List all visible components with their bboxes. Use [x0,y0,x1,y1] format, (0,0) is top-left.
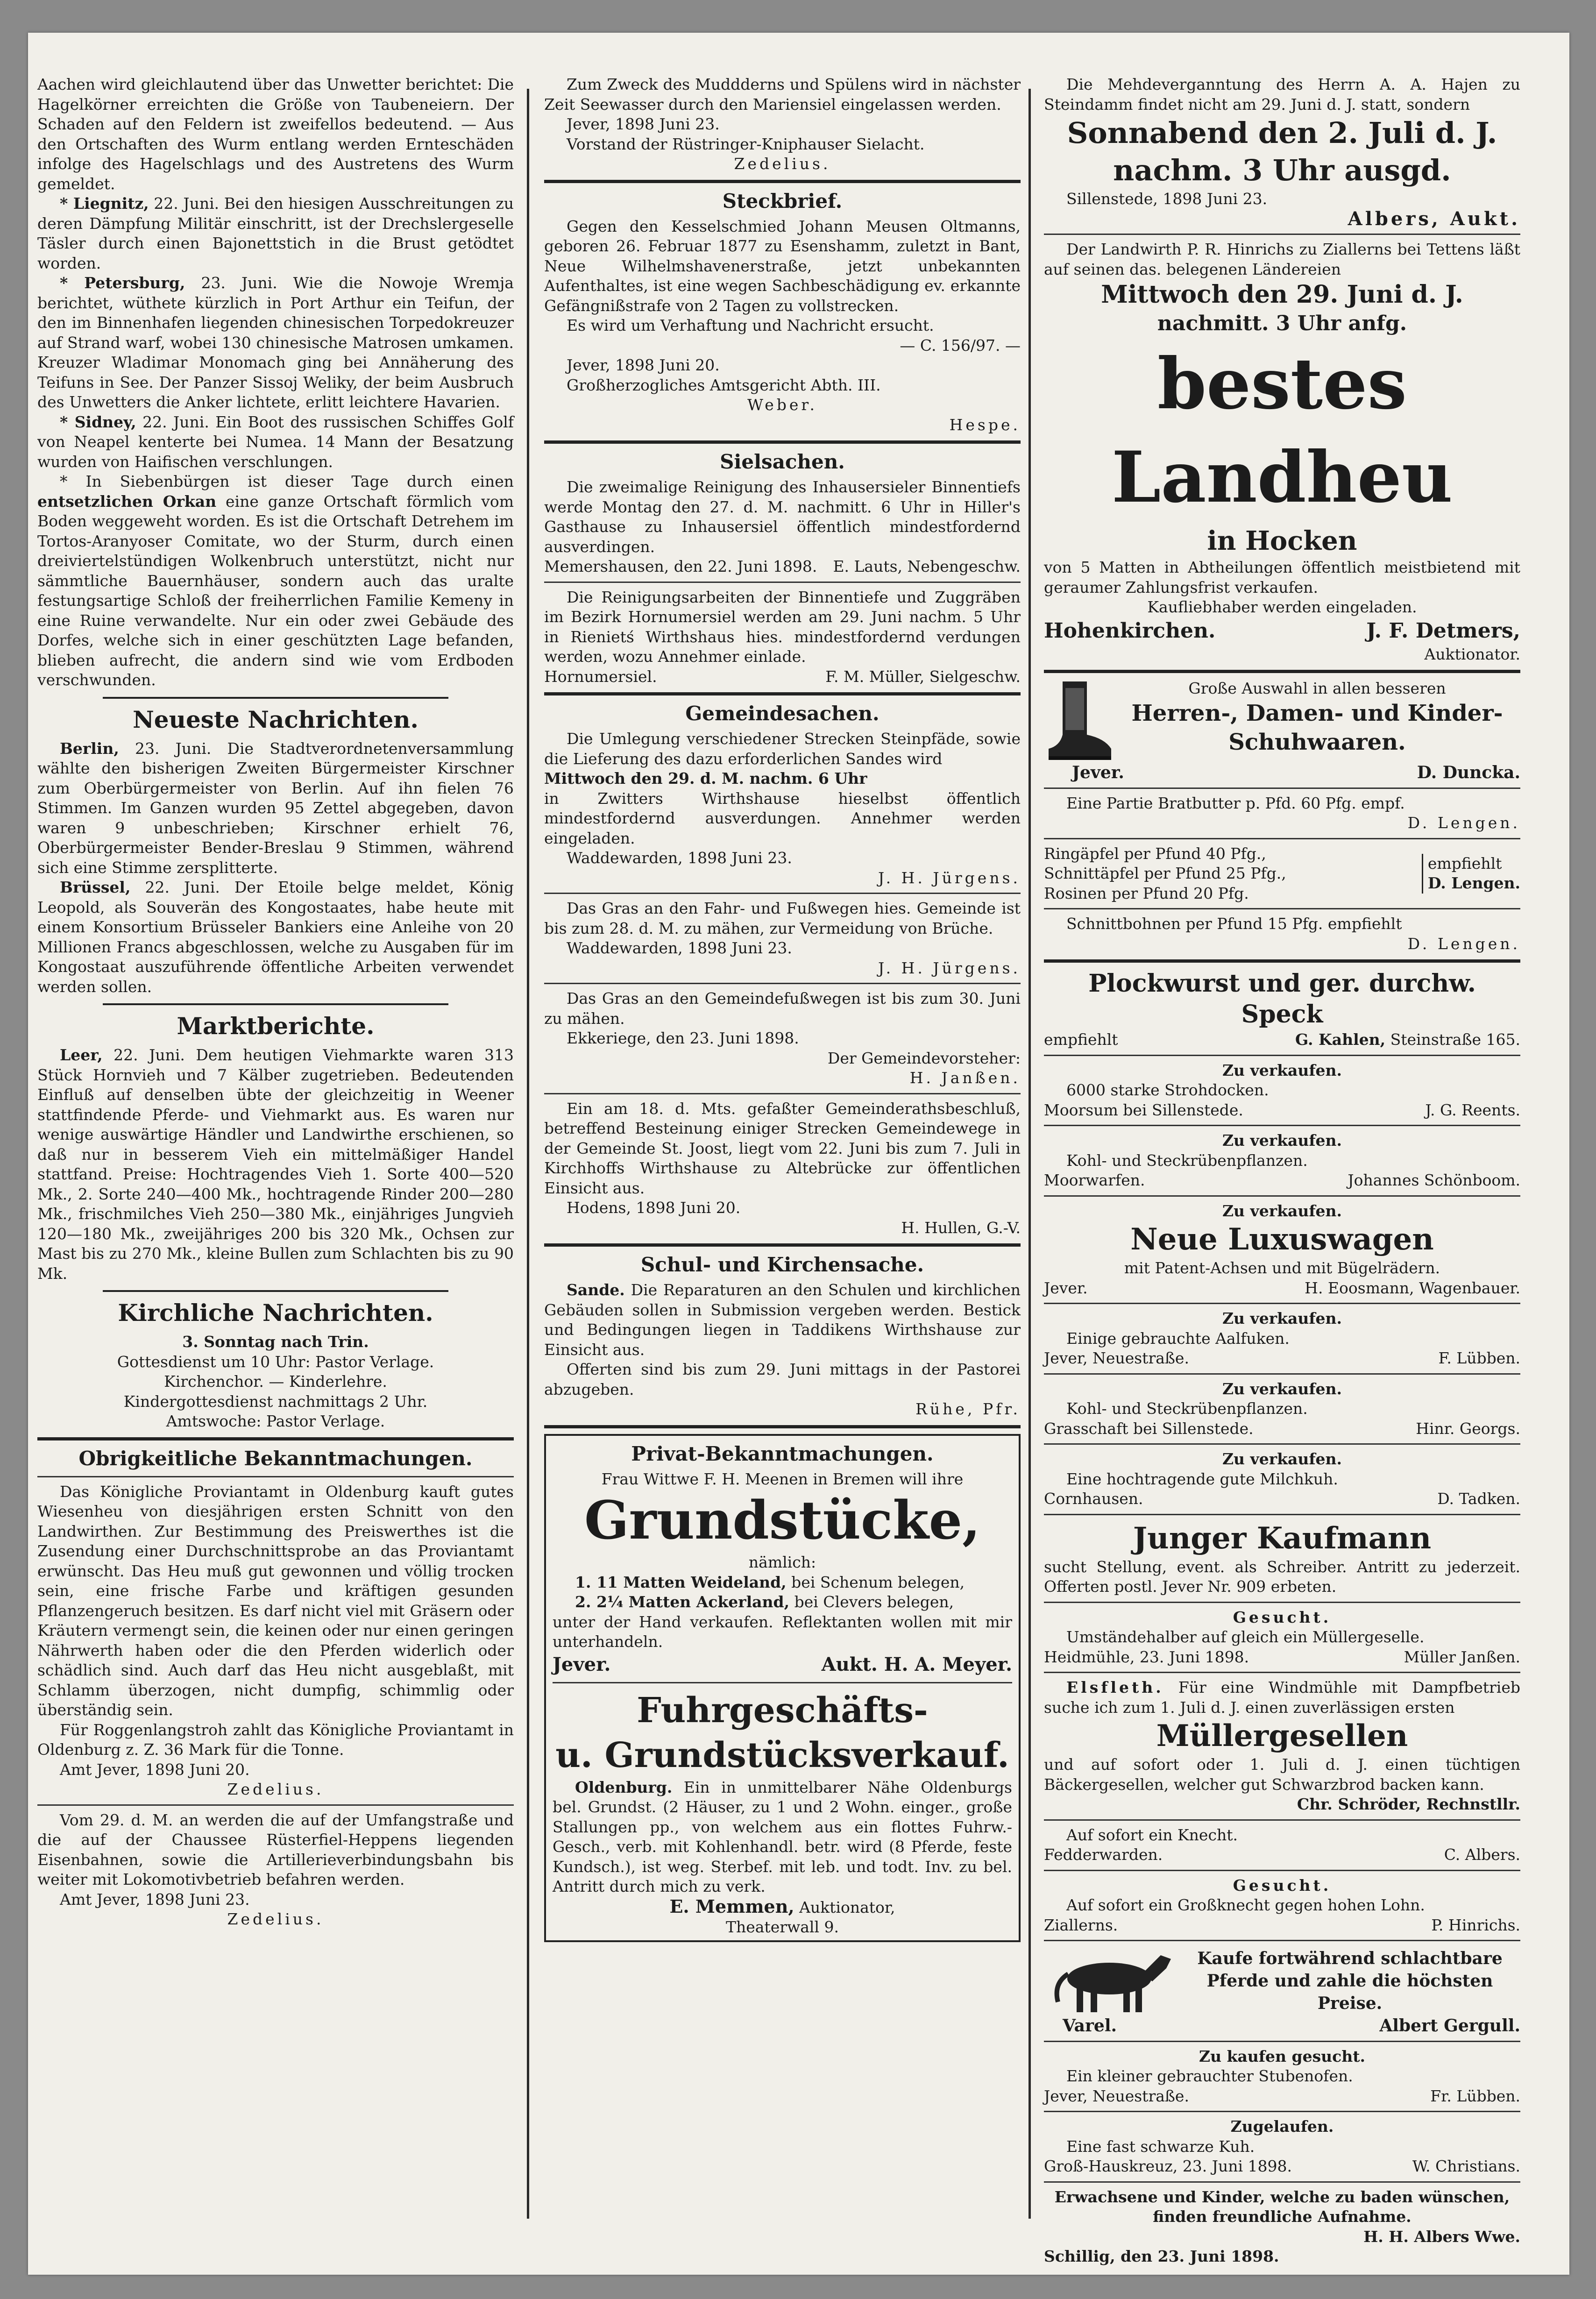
divider [1044,1514,1520,1515]
land-text2: von 5 Matten in Abtheilungen öffentlich meistbietend mit geraumer Zahlungsfrist verkaufen. [1044,558,1520,596]
column-2 [544,75,1021,2247]
bad-sign: H. H. Albers Wwe. [1363,2227,1520,2246]
ring-line: Ringäpfel per Pfund 40 Pfg., [1044,844,1266,863]
zug-text: Eine fast schwarze Kuh. [1066,2137,1255,2156]
ges2-title: Gesucht. [1233,1876,1332,1895]
column-rule-left [527,89,529,2219]
divider [1044,1672,1520,1673]
vk5-title: Zu verkaufen. [1222,1379,1342,1398]
mudd-vorstand: Vorstand der Rüstringer-Kniphauser Sielacht. [567,135,925,153]
land-huge: bestes Landheu [1111,343,1453,518]
land-footer: Hohenkirchen. J. F. Detmers, [1044,618,1520,643]
vk5-text: Kohl- und Steckrübenpflanzen. [1066,1399,1308,1418]
divider [1044,670,1520,673]
divider [1044,908,1520,909]
kauf-big: Junger Kaufmann [1133,1520,1432,1556]
boot-icon [1044,679,1114,763]
separator [103,1003,448,1005]
steck-text2: Es wird um Verhaftung und Nachricht ersucht. [567,316,934,334]
ges2-text: Auf sofort ein Großknecht gegen hohen Lohn. [1066,1896,1425,1914]
gem-bold: Mittwoch den 29. d. M. nachm. 6 Uhr [544,769,867,788]
pferd-ad [1044,1946,1520,2016]
siel-text: Die zweimalige Reinigung des Inhausersieler Binnentiefs werde Montag den 27. d. M. nachmitt. 6 Uhr in Hiller's Gasthause zu Inhausersiel öffentlich mindestfordernd ausverdingen. [544,478,1021,556]
ges2-footer: Ziallerns. P. Hinrichs. [1044,1916,1520,1934]
brat-sign: D. Lengen. [1407,814,1520,832]
gem-heading: Gemeindesachen. [685,702,880,725]
priv-item2: 2. 2¼ Matten Ackerland, bei Clevers belegen, [575,1593,954,1611]
mudd-sign: Zedelius. [734,155,831,173]
divider [1044,1195,1520,1197]
leer-report: Leer, 22. Juni. Dem heutigen Viehmarkte waren 313 Stück Hornvieh und 7 Kälber zugetrieben. Bedeutenden Einfluß auf denselben übte der gleichzeitig in Weener stattfindende Pferde- und Viehmarkt aus. Es waren nur wenige auswärtige Händler und Landwirthe erschienen, so daß nur in besserem Vieh ein mittelmäßiger Handel stattfand. Preise: Hochtragendes Vieh 1. Sorte 400—520 Mk., 2. Sorte 240—400 Mk., hochtragende Rinder 200—280 Mk., frischmilches Vieh 250—380 Mk., einjähriges Jungvieh 120—180 Mk., zweijähriges 200 bis 320 Mk., Ochsen zur Mast bis zu 270 Mk., kleine Bullen zum Schlachten bis zu 90 Mk. [37,1046,514,1283]
priv-item1: 1. 11 Matten Weideland, bei Schenum belegen, [575,1573,965,1591]
sidney-report: * Sidney, 22. Juni. Ein Boot des russischen Schiffes Golf von Neapel kenterte bei Numea. 14 Mann der Besatzung wurden von Haifischen verschlungen. [37,412,514,471]
divider [1044,1819,1520,1821]
obrig-sign: Zedelius. [227,1780,324,1798]
heu-big2: nachm. 3 Uhr ausgd. [1113,153,1451,187]
vk6-title: Zu verkaufen. [1222,1450,1342,1468]
schuh-big2: Schuhwaaren. [1228,729,1406,755]
knecht-footer: Fedderwarden. C. Albers. [1044,1845,1520,1864]
bad-date: Schillig, den 23. Juni 1898. [1044,2247,1279,2265]
siel-heading: Sielsachen. [720,450,845,473]
priv-footer: Jever. Aukt. H. A. Meyer. [553,1653,1012,1675]
kirch-heading: Kirchliche Nachrichten. [118,1299,433,1327]
priv-intro: Frau Wittwe F. H. Meenen in Bremen will ihre [601,1469,964,1488]
vk2-title: Zu verkaufen. [1222,1131,1342,1150]
vk6-text: Eine hochtragende gute Milchkuh. [1066,1469,1338,1488]
divider [1044,788,1520,789]
siel-footer: Memershausen, den 22. Juni 1898. E. Lauts, Nebengeschw. [544,557,1021,575]
ring-sign: D. Lengen. [1427,874,1520,893]
divider [1044,1373,1520,1375]
gem-date: Waddewarden, 1898 Juni 23. [567,849,792,867]
land-sign2: Auktionator. [1424,645,1520,663]
schul-heading: Schul- und Kirchensache. [640,1253,924,1276]
vk1-title: Zu verkaufen. [1222,1061,1342,1079]
els-big: Müllergesellen [1156,1718,1408,1753]
obrig-text2: Für Roggenlangstroh zahlt das Königliche Proviantamt in Oldenburg z. Z. 36 Mark für die Tonne. [37,1720,514,1759]
schuh-footer: Jever. D. Duncka. [1072,763,1520,782]
divider [1044,1940,1520,1941]
kg-text: Ein kleiner gebrauchter Stubenofen. [1066,2067,1353,2085]
separator [103,1290,448,1292]
kirch-line: Amtswoche: Pastor Verlage. [166,1412,385,1430]
divider [544,1243,1021,1247]
steck-heading: Steckbrief. [722,189,843,213]
horse-icon [1044,1946,1179,2016]
divider [544,582,1021,583]
mudd-date: Jever, 1898 Juni 23. [567,115,720,133]
kg-title: Zu kaufen gesucht. [1199,2047,1365,2065]
wurst-footer: empfiehlt G. Kahlen, Steinstraße 165. [1044,1030,1520,1049]
wurst-big: Plockwurst und ger. durchw. Speck [1088,969,1476,1029]
steck-date: Jever, 1898 Juni 20. [567,356,720,374]
priv-naemlich: nämlich: [748,1553,816,1571]
fuhr-sign: E. Memmen, Auktionator, [669,1895,895,1917]
umfang-date: Amt Jever, 1898 Juni 23. [60,1890,250,1909]
divider [544,692,1021,695]
obrig-heading: Obrigkeitliche Bekanntmachungen. [78,1447,473,1470]
divider [1044,1303,1520,1304]
ges1-text: Umständehalber auf gleich ein Müllergeselle. [1066,1628,1425,1646]
umfang-sign: Zedelius. [227,1910,324,1928]
land-text3: Kaufliebhaber werden eingeladen. [1147,598,1417,616]
petersburg-report: * Petersburg, 23. Juni. Wie die Nowoje Wremja berichtet, wüthete kürzlich in Port Arthur ein Teifun, der den im Binnenhafen liegenden chinesischen Torpedokreuzer auf Strand warf, wobei 130 chinesische Matrosen umkamen. Kreuzer Wladimar Monomach ging bei Annäherung des Teifuns in See. Der Panzer Sissoj Weliky, der beim Ausbruch des Unwetters die Anker lichtete, erlitt leichtere Havarien. [37,274,514,411]
schul-text: Sande. Die Reparaturen an den Schulen und kirchlichen Gebäuden sollen in Submission vergeben werden. Bestick und Bedingungen liegen in Taddikens Wirthshause zur Einsicht aus. [544,1281,1021,1359]
priv-text: unter der Hand verkaufen. Reflektanten wollen mit mir unterhandeln. [553,1612,1012,1651]
vk4-text: Einige gebrauchte Aalfuken. [1066,1329,1290,1348]
priv-ad [544,1434,1021,1942]
schul-sign: Rühe, Pfr. [915,1400,1021,1418]
schuh-big1: Herren-, Damen- und Kinder- [1131,700,1503,726]
ring-line: Rosinen per Pfund 20 Pfg. [1044,884,1249,902]
gem-sign: J. H. Jürgens. [878,868,1021,887]
gras-date: Waddewarden, 1898 Juni 23. [567,939,792,957]
divider [544,1425,1021,1428]
obrig-text: Das Königliche Proviantamt in Oldenburg kauft gutes Wiesenheu von diesjährigen ersten Schnitt von den Landwirthen. Zur Bestimmung des Preiswerthes ist die Zusendung einer Durchschnittsprobe an das Proviantamt erwünscht. Das Heu muß gut gewonnen und völlig trocken sein, eine frische Farbe und kräftigen gesunden Pflanzengeruch besitzen. Es darf nicht viel mit Gräsern oder Kräutern vermengt sein, die keinen oder nur einen geringen Nährwerth haben oder die den Pferden widerlich oder schädlich sind. Auch darf das Heu nicht ausgeblaßt, mit Schlamm überzogen, nicht dumpfig, schimmlig oder überständig sein. [37,1482,514,1719]
divider [37,1437,514,1440]
divider [1044,1602,1520,1603]
vk4-footer: Jever, Neuestraße. F. Lübben. [1044,1349,1520,1367]
ring-empf: empfiehlt [1427,854,1502,873]
siel-footer2: Hornumersiel. F. M. Müller, Sielgeschw. [544,667,1021,686]
divider [1044,2111,1520,2112]
gras2-text: Das Gras an den Gemeindefußwegen ist bis zum 30. Juni zu mähen. [544,989,1021,1028]
steck-court: Großherzogliches Amtsgericht Abth. III. [567,376,881,394]
divider [544,1093,1021,1094]
pferd-text: Kaufe fortwährend schlachtbare Pferde und zahle die höchsten Preise. [1197,1949,1503,2013]
mudd-text: Zum Zweck des Muddderns und Spülens wird in nächster Zeit Seewasser durch den Mariensiel eingelassen werden. [544,75,1021,114]
vk2-text: Kohl- und Steckrübenpflanzen. [1066,1151,1308,1170]
neueste-heading: Neueste Nachrichten. [133,705,419,733]
column-1 [37,75,514,2247]
zug-title: Zugelaufen. [1230,2117,1334,2136]
liegnitz-report: * Liegnitz, 22. Juni. Bei den hiesigen Ausschreitungen zu deren Dämpfung Militär einschritt, ist der Drechslergeselle Täsler durch einen Bajonettstich in die Brust getödtet worden. [37,194,514,272]
vk3-text: mit Patent-Achsen und mit Bügelrädern. [1124,1259,1440,1277]
divider [544,983,1021,984]
divider [544,180,1021,183]
priv-heading: Privat-Bekanntmachungen. [631,1442,934,1465]
divider [544,440,1021,444]
divider [1044,2041,1520,2042]
els-text2: und auf sofort oder 1. Juli d. J. einen tüchtigen Bäckergesellen, welcher gut Schwarzbrod backen kann. [1044,1755,1520,1794]
heu-date: Sillenstede, 1898 Juni 23. [1066,190,1268,208]
ges1-title: Gesucht. [1233,1608,1332,1626]
ring-line: Schnittäpfel per Pfund 25 Pfg., [1044,864,1286,882]
fuhr-title1: Fuhrgeschäfts- [637,1690,928,1731]
bad-text: Erwachsene und Kinder, welche zu baden wünschen, finden freundliche Aufnahme. [1054,2187,1510,2226]
vk3-big: Neue Luxuswagen [1130,1222,1434,1257]
ges1-footer: Heidmühle, 23. Juni 1898. Müller Janßen. [1044,1647,1520,1666]
vk3-footer: Jever. H. Eoosmann, Wagenbauer. [1044,1278,1520,1297]
umfang-text: Vom 29. d. M. an werden die auf der Umfangstraße und die auf der Chaussee Rüsterfiel-Heppens liegenden Eisenbahnen, sowie die Artillerieverbindungsbahn bis weiter mit Lokomotivbetrieb befahren werden. [37,1810,514,1888]
markt-heading: Marktberichte. [177,1012,375,1040]
gras2-date: Ekkeriege, den 23. Juni 1898. [567,1029,799,1047]
divider [544,893,1021,894]
fuhr-title2: u. Grundstücksverkauf. [555,1735,1009,1775]
divider [1044,1870,1520,1871]
schul-text2: Offerten sind bis zum 29. Juni mittags in der Pastorei abzugeben. [544,1360,1021,1398]
divider [1044,2181,1520,2183]
heu-sign: Albers, Aukt. [1348,207,1520,230]
land-big2: nachmitt. 3 Uhr anfg. [1157,312,1407,335]
fuhr-text: Oldenburg. Ein in unmittelbarer Nähe Oldenburgs bel. Grundst. (2 Häuser, zu 1 und 2 Wohn. einger., große Stallungen pp., von welchem aus ein flottes Fuhrw.-Gesch., verb. mit Kohlenhandl. betr. wird (8 Pferde, feste Kundsch.), ist weg. Sterbef. mit leb. und todt. Inv. zu bel. Antritt durch mich zu verk. [553,1778,1012,1895]
land-big1: Mittwoch den 29. Juni d. J. [1101,280,1463,309]
beschl-date: Hodens, 1898 Juni 20. [567,1199,741,1217]
heu-big1: Sonnabend den 2. Juli d. J. [1067,116,1497,150]
steck-ref: — C. 156/97. — [900,336,1021,355]
vk5-footer: Grasschaft bei Sillenstede. Hinr. Georgs. [1044,1419,1520,1438]
steck-weber: Weber. [747,396,818,414]
gem-text-b: in Zwitters Wirthshause hieselbst öffentlich mindestfordernd ausverdungen. Annehmer werden eingeladen. [544,789,1021,847]
column-rule-right [1029,89,1031,2219]
divider [553,1682,1012,1683]
berlin-report: Berlin, 23. Juni. Die Stadtverordnetenversammlung wählte den bisherigen Zweiten Bürgermeister Kirschner zum Oberbürgermeister von Berlin. Auf ihn fielen 76 Stimmen. Im Ganzen wurden 95 Zettel abgegeben, davon waren 9 unbeschrieben; Kirschner erhielt 76, Oberbürgermeister Bender-Breslau 9 Stimmen, während sich eine Stimme zersplitterte. [37,739,514,877]
kg-footer: Jever, Neuestraße. Fr. Lübben. [1044,2086,1520,2105]
beschl-text: Ein am 18. d. Mts. gefaßter Gemeinderathsbeschluß, betreffend Besteinung einiger Strecken Gemeindewege in der Gemeinde St. Joost, liegt vom 22. Juni bis zum 7. Juli in Kirchhoffs Wirthshause zu Altebrücke zur öffentlichen Einsicht aus. [544,1099,1021,1197]
vk3-title: Zu verkaufen. [1222,1201,1342,1220]
schuh-ad [1044,679,1520,763]
gras2-sign: H. Janßen. [909,1069,1021,1087]
siebenbuergen-report: * In Siebenbürgen ist dieser Tage durch einen entsetzlichen Orkan eine ganze Ortschaft förmlich vom Boden weggeweht worden. Es ist die Ortschaft Detrehem im Tortos-Aranyoser Comitate, wo der Sturm, durch einen dreiviertelstündigen Wolkenbruch unterstützt, nicht nur sämmtliche Bauernhäuser, sondern auch das uralte festungsartige Schloß der freiherrlichen Familie Kemeny in eine Ruine verwandelte. Nur ein oder zwei Gebäude des Dorfes, welche sich in einer geschützten Lage befanden, blieben aufrecht, die andern sind wie vom Erdboden verschwunden. [37,472,514,689]
beschl-sign: H. Hullen, G.-V. [901,1218,1021,1237]
siel-text2: Die Reinigungsarbeiten der Binnentiefe und Zuggräben im Bezirk Hornumersiel werden am 29. Juni nachm. 5 Uhr in Rienietś Wirthshaus hies. mindestfordernd verdungen werden, wozu Annehmer einlade. [544,588,1021,666]
divider [1044,959,1520,963]
divider [37,1476,514,1477]
kirch-sub: 3. Sonntag nach Trin. [182,1333,369,1351]
priv-big: Grundstücke, [584,1490,981,1551]
gras-text: Das Gras an den Fahr- und Fußwegen hies. Gemeinde ist bis zum 28. d. M. zu mähen, zur Vermeidung von Brüche. [544,899,1021,937]
kirch-line: Kindergottesdienst nachmittags 2 Uhr. [123,1392,428,1411]
land-text: Der Landwirth P. R. Hinrichs zu Ziallerns bei Tettens läßt auf seinen das. belegenen Ländereien [1044,240,1520,278]
gras-sign: J. H. Jürgens. [878,958,1021,977]
vk1-footer: Moorsum bei Sillenstede. J. G. Reents. [1044,1100,1520,1119]
land-hocken: in Hocken [1207,525,1357,556]
schuh-line1: Große Auswahl in allen besseren [1188,679,1446,697]
divider [37,1804,514,1806]
pferd-footer: Varel. Albert Gergull. [1063,2016,1520,2036]
divider [1044,1055,1520,1056]
bohn-text: Schnittbohnen per Pfund 15 Pfg. empfiehlt [1066,915,1402,933]
ring-ad [1044,844,1520,904]
aachen-report: Aachen wird gleichlautend über das Unwetter berichtet: Die Hagelkörner erreichten die Größe von Taubeneiern. Der Schaden auf den Feldern ist zweifellos bedeutend. — Aus den Ortschaften des Wurm entlang werden Ernteschäden infolge des Hagelschlags und des Austretens des Wurm gemeldet. [37,75,514,193]
bohn-sign: D. Lengen. [1407,934,1520,953]
vk6-footer: Cornhausen. D. Tadken. [1044,1490,1520,1508]
kirch-line: Gottesdienst um 10 Uhr: Pastor Verlage. [117,1352,434,1371]
zug-footer: Groß-Hauskreuz, 23. Juni 1898. W. Christians. [1044,2157,1520,2175]
kauf-text: sucht Stellung, event. als Schreiber. Antritt zu jederzeit. Offerten postl. Jever Nr. 909 erbeten. [1044,1557,1520,1596]
fuhr-addr: Theaterwall 9. [725,1918,839,1936]
bruessel-report: Brüssel, 22. Juni. Der Etoile belge meldet, König Leopold, als Souverän des Kongostaates, habe heute mit einem Konsortium Brüsseler Bankiers eine Anleihe von 20 Millionen Francs abgeschlossen, welche zu Ausgaben für im Kongostaat auszuführende öffentliche Arbeiten verwendet werden sollen. [37,878,514,996]
newspaper-page [28,33,1569,2275]
brat-text: Eine Partie Bratbutter p. Pfd. 60 Pfg. empf. [1066,794,1405,812]
vk4-title: Zu verkaufen. [1222,1309,1342,1327]
steck-hespe: Hespe. [949,415,1021,434]
separator [103,697,448,699]
gras2-vorsteher: Der Gemeindevorsteher: [827,1049,1021,1067]
els-text: Elsfleth. Für eine Windmühle mit Dampfbetrieb suche ich zum 1. Juli d. J. einen zuverlässigen ersten [1044,1678,1520,1717]
knecht-text: Auf sofort ein Knecht. [1066,1825,1238,1844]
vk1-text: 6000 starke Strohdocken. [1066,1081,1269,1099]
vk2-footer: Moorwarfen. Johannes Schönboom. [1044,1171,1520,1189]
column-3 [1044,75,1520,2265]
divider [1044,234,1520,235]
obrig-date: Amt Jever, 1898 Juni 20. [60,1760,250,1779]
divider [1044,838,1520,839]
steck-text: Gegen den Kesselschmied Johann Meusen Oltmanns, geboren 26. Februar 1877 zu Esenshamm, zuletzt in Bant, Neue Wilhelmshavenerstraße, jetzt unbekannten Aufenthaltes, ist eine wegen Sachbeschädigung ev. erkannte Gefängnißstrafe von 2 Tagen zu vollstrecken. [544,217,1021,315]
divider [1044,1443,1520,1445]
kirch-line: Kirchenchor. — Kinderlehre. [164,1372,387,1391]
divider [1044,1125,1520,1126]
els-sign: Chr. Schröder, Rechnstllr. [1297,1795,1520,1813]
heu-text: Die Mehdeverganntung des Herrn A. A. Hajen zu Steindamm findet nicht am 29. Juni d. J. statt, sondern [1044,75,1520,114]
gem-text: Die Umlegung verschiedener Strecken Steinpfäde, sowie die Lieferung des dazu erforderlichen Sandes wird [544,730,1021,768]
